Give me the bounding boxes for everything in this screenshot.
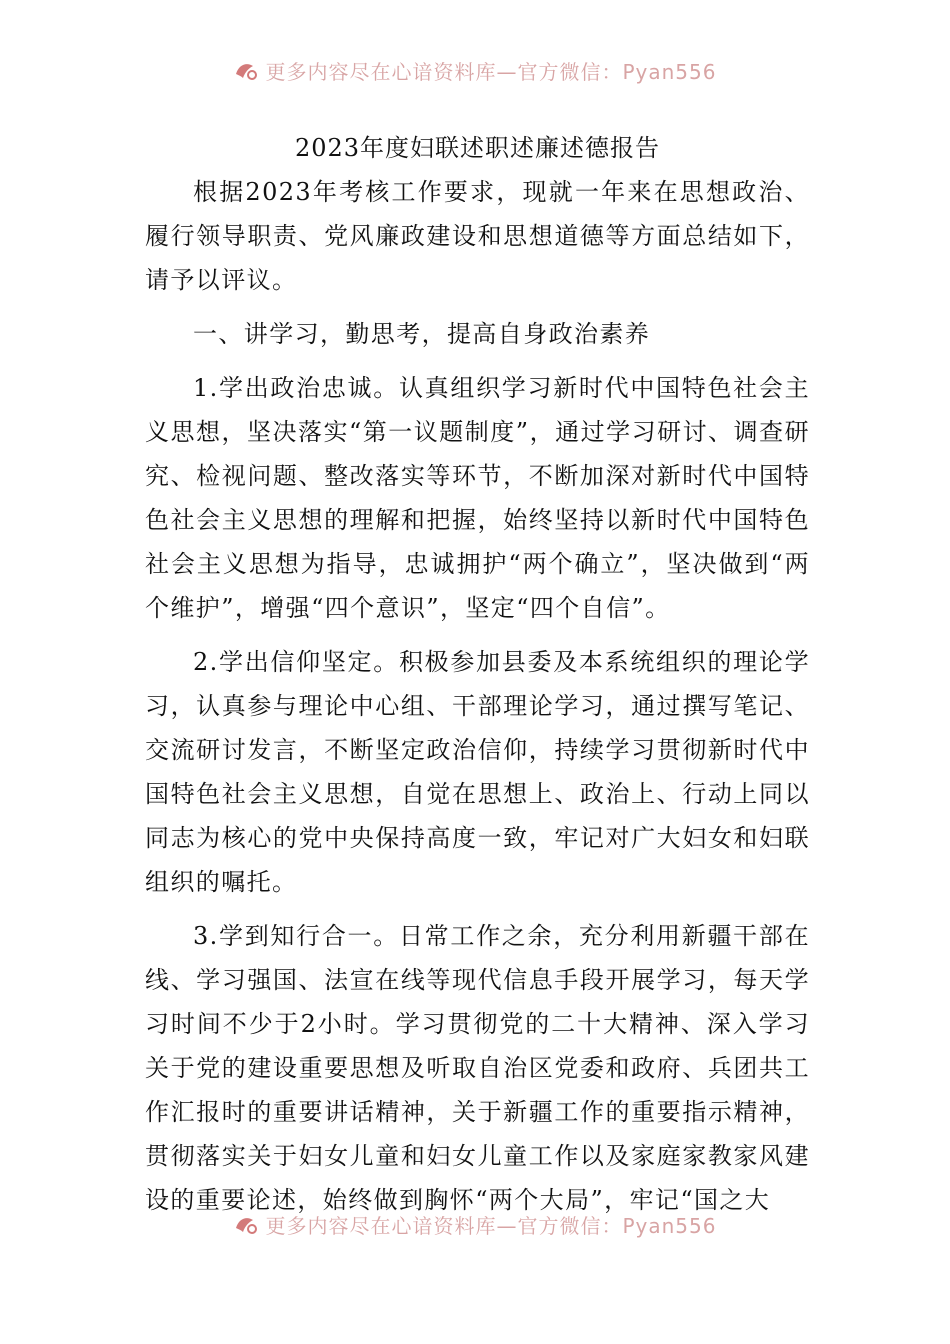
intro-paragraph: 根据2023年考核工作要求，现就一年来在思想政治、履行领导职责、党风廉政建设和思想道德等方面总结如下，请予以评议。 (145, 178, 810, 294)
watermark-text: 更多内容尽在心谙资料库—官方微信：Pyan556 (265, 60, 717, 84)
watermark-text: 更多内容尽在心谙资料库—官方微信：Pyan556 (265, 1214, 717, 1238)
watermark-logo-icon (233, 1214, 259, 1241)
watermark-logo-icon (233, 60, 259, 87)
section-heading: 一、讲学习，勤思考，提高自身政治素养 (193, 320, 651, 348)
watermark-header (0, 56, 950, 87)
document-body (145, 126, 810, 1222)
watermark-footer (0, 1210, 950, 1241)
paragraph-item-2: 2.学出信仰坚定。积极参加县委及本系统组织的理论学习，认真参与理论中心组、干部理论学习，通过撰写笔记、交流研讨发言，不断坚定政治信仰，持续学习贯彻新时代中国特色社会主义思想，自觉在思想上、政治上、行动上同以同志为核心的党中央保持高度一致，牢记对广大妇女和妇联组织的嘱托。 (145, 648, 810, 896)
document-title: 2023年度妇联述职述廉述德报告 (294, 134, 661, 162)
paragraph-item-1: 1.学出政治忠诚。认真组织学习新时代中国特色社会主义思想，坚决落实“第一议题制度”，通过学习研讨、调查研究、检视问题、整改落实等环节，不断加深对新时代中国特色社会主义思想的理解和把握，始终坚持以新时代中国特色社会主义思想为指导，忠诚拥护“两个确立”，坚决做到“两个维护”，增强“四个意识”，坚定“四个自信”。 (145, 374, 810, 622)
paragraph-item-3: 3.学到知行合一。日常工作之余，充分利用新疆干部在线、学习强国、法宣在线等现代信息手段开展学习，每天学习时间不少于2小时。学习贯彻党的二十大精神、深入学习关于党的建设重要思想及听取自治区党委和政府、兵团共工作汇报时的重要讲话精神，关于新疆工作的重要指示精神，贯彻落实关于妇女儿童和妇女儿童工作以及家庭家教家风建设的重要论述，始终做到胸怀“两个大局”，牢记“国之大 (145, 922, 810, 1214)
